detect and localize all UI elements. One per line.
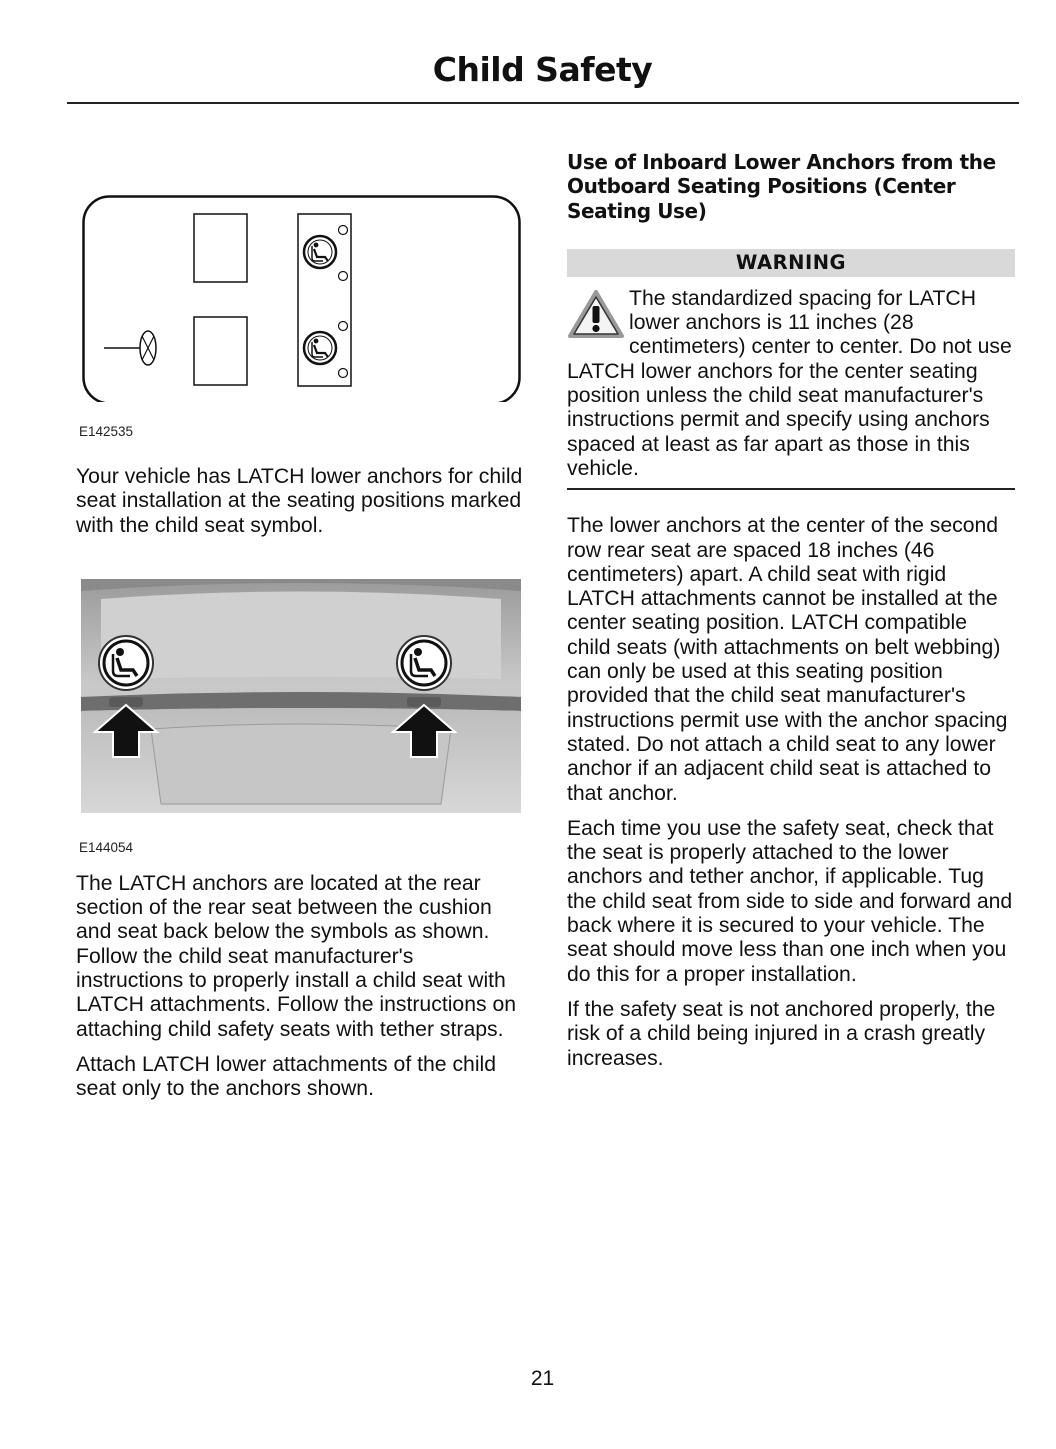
steering-wheel-icon bbox=[140, 331, 156, 365]
anchor-dot bbox=[339, 272, 348, 281]
paragraph: The lower anchors at the center of the second row rear seat are spaced 18 inches (46 centimeters) apart. A child seat with rigid LATCH attachments cannot be installed at the center seating position. LATCH compatible child seats (with attachments on belt webbing) can only be used at this seating position provided that the child seat manufacturer's instructions permit use with the anchor spacing stated. Do not attach a child seat to any lower anchor if an adjacent child seat is attached to that anchor. bbox=[567, 514, 1008, 805]
paragraph: Your vehicle has LATCH lower anchors for child seat installation at the seating positions marked with the child seat symbol. bbox=[76, 465, 523, 537]
child-seat-icon bbox=[304, 236, 336, 268]
paragraph: Attach LATCH lower attachments of the child seat only to the anchors shown. bbox=[76, 1052, 497, 1101]
header-rule bbox=[67, 102, 1019, 104]
paragraph: The LATCH anchors are located at the rear section of the rear seat between the cushion and seat back below the symbols as shown. Follow the child seat manufacturer's instructions to properly install a child seat with LATCH attachments. Follow the instructions on attaching child safety seats with tether straps. bbox=[76, 871, 517, 1041]
front-seat-left bbox=[194, 317, 247, 385]
section-heading: Use of Inboard Lower Anchors from the Outboard Seating Positions (Center Seating Use) bbox=[567, 150, 996, 223]
figure-caption: E142535 bbox=[79, 424, 134, 439]
warning-box bbox=[567, 287, 1015, 481]
front-seat-right bbox=[194, 214, 247, 282]
child-seat-icon bbox=[397, 636, 451, 690]
page-title: Child Safety bbox=[432, 50, 653, 89]
anchor-dot bbox=[339, 369, 348, 378]
seat-diagram bbox=[82, 190, 526, 402]
anchor-dot bbox=[339, 322, 348, 331]
child-seat-icon bbox=[99, 636, 153, 690]
cushion-panel bbox=[151, 724, 451, 804]
warning-rule bbox=[567, 488, 1015, 490]
warning-label: WARNING bbox=[567, 249, 1015, 277]
paragraph: Each time you use the safety seat, check that the seat is properly attached to the lower anchors and tether anchor, if applicable. Tug the child seat from side to side and forward and back where it is secured to your vehicle. The seat should move less than one inch when you do this for a proper installation. bbox=[567, 816, 1013, 986]
warning-text: The standardized spacing for LATCH lower anchors is 11 inches (28 centimeters) center to center. Do not use LATCH lower anchors for the center seating position unless the child seat manufacturer's instructions permit and specify using anchors spaced at least as far apart as those in this vehicle. bbox=[567, 286, 1012, 480]
paragraph: If the safety seat is not anchored properly, the risk of a child being injured in a crash greatly increases. bbox=[567, 997, 996, 1070]
child-seat-icon bbox=[304, 332, 336, 364]
anchor-dot bbox=[339, 226, 348, 235]
figure-caption: E144054 bbox=[79, 839, 134, 855]
left-column bbox=[76, 190, 526, 1102]
anchor-photo bbox=[81, 579, 526, 813]
page-number: 21 bbox=[530, 1367, 555, 1390]
warning-triangle-icon bbox=[567, 289, 625, 339]
right-column bbox=[567, 150, 1015, 1071]
